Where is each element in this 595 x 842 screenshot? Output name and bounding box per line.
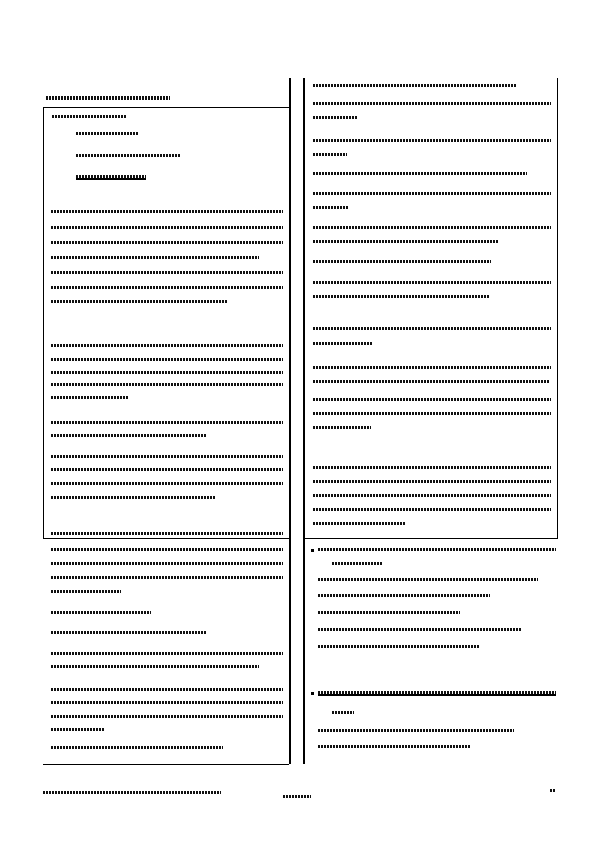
list-item	[318, 691, 556, 694]
paragraph-line	[51, 611, 151, 614]
paragraph-line	[313, 192, 551, 195]
paragraph-line	[51, 665, 259, 668]
paragraph-line	[313, 226, 551, 229]
paragraph-line	[51, 746, 223, 749]
paragraph-line	[313, 466, 551, 469]
paragraph-line	[313, 522, 405, 525]
paragraph-line	[51, 271, 283, 274]
paragraph-line	[51, 548, 283, 551]
outline-line	[76, 175, 146, 178]
paragraph-line	[51, 701, 283, 704]
paragraph-line	[51, 241, 283, 244]
paragraph-line	[51, 631, 207, 634]
paragraph-line	[51, 371, 283, 374]
paragraph-line	[51, 421, 283, 424]
paragraph-line	[51, 482, 283, 485]
paragraph-line	[51, 226, 283, 229]
list-item	[318, 548, 556, 551]
footer-center-text	[283, 795, 311, 798]
paragraph-line	[51, 688, 283, 691]
paragraph-line	[51, 468, 283, 471]
paragraph-line	[313, 84, 517, 87]
paragraph-line	[313, 380, 549, 383]
paragraph-line	[51, 286, 283, 289]
paragraph-line	[51, 396, 129, 399]
list-bullet	[311, 549, 314, 552]
paragraph-line	[51, 728, 105, 731]
paragraph-line	[51, 344, 283, 347]
paragraph-line	[51, 300, 227, 303]
paragraph-line	[51, 434, 207, 437]
paragraph-line	[313, 102, 551, 105]
section-heading	[46, 96, 170, 100]
paragraph-line	[51, 652, 283, 655]
list-item	[318, 729, 514, 732]
list-item	[332, 562, 382, 565]
paragraph-line	[313, 206, 349, 209]
paragraph-line	[313, 480, 551, 483]
paragraph-line	[51, 210, 283, 213]
paragraph-line	[313, 116, 357, 119]
right-frame	[305, 78, 558, 539]
list-item	[332, 711, 354, 714]
list-item	[318, 645, 480, 648]
paragraph-line	[51, 576, 283, 579]
paragraph-line	[313, 295, 489, 298]
list-bullet	[311, 692, 314, 695]
list-item	[318, 745, 470, 748]
paragraph-line	[313, 153, 347, 156]
list-item	[318, 594, 490, 597]
paragraph-line	[51, 532, 283, 535]
paragraph-line	[51, 562, 283, 565]
paragraph-line	[313, 281, 551, 284]
list-item	[318, 578, 538, 581]
paragraph-line	[313, 494, 551, 497]
paragraph-line	[313, 260, 491, 263]
paragraph-line	[313, 398, 551, 401]
footer-left-text	[43, 791, 221, 794]
paragraph-line	[51, 496, 215, 499]
left-column-bottom-rule	[43, 764, 289, 765]
outline-line	[76, 154, 180, 157]
paragraph-line	[313, 426, 371, 429]
paragraph-line	[313, 172, 527, 175]
paragraph-line	[313, 508, 551, 511]
left-frame	[43, 107, 291, 539]
paragraph-line	[51, 715, 283, 718]
paragraph-line	[51, 256, 259, 259]
paragraph-line	[51, 358, 283, 361]
paragraph-line	[313, 327, 551, 330]
list-item	[318, 628, 522, 631]
outline-line	[76, 132, 138, 135]
page-number	[550, 789, 555, 792]
paragraph-line	[51, 383, 283, 386]
paragraph-line	[313, 240, 499, 243]
paragraph-line	[313, 342, 373, 345]
paragraph-line	[51, 590, 121, 593]
list-item	[318, 611, 460, 614]
paragraph-line	[313, 412, 551, 415]
paragraph-line	[313, 366, 551, 369]
outline-line	[52, 115, 126, 118]
paragraph-line	[313, 139, 551, 142]
paragraph-line	[51, 455, 283, 458]
